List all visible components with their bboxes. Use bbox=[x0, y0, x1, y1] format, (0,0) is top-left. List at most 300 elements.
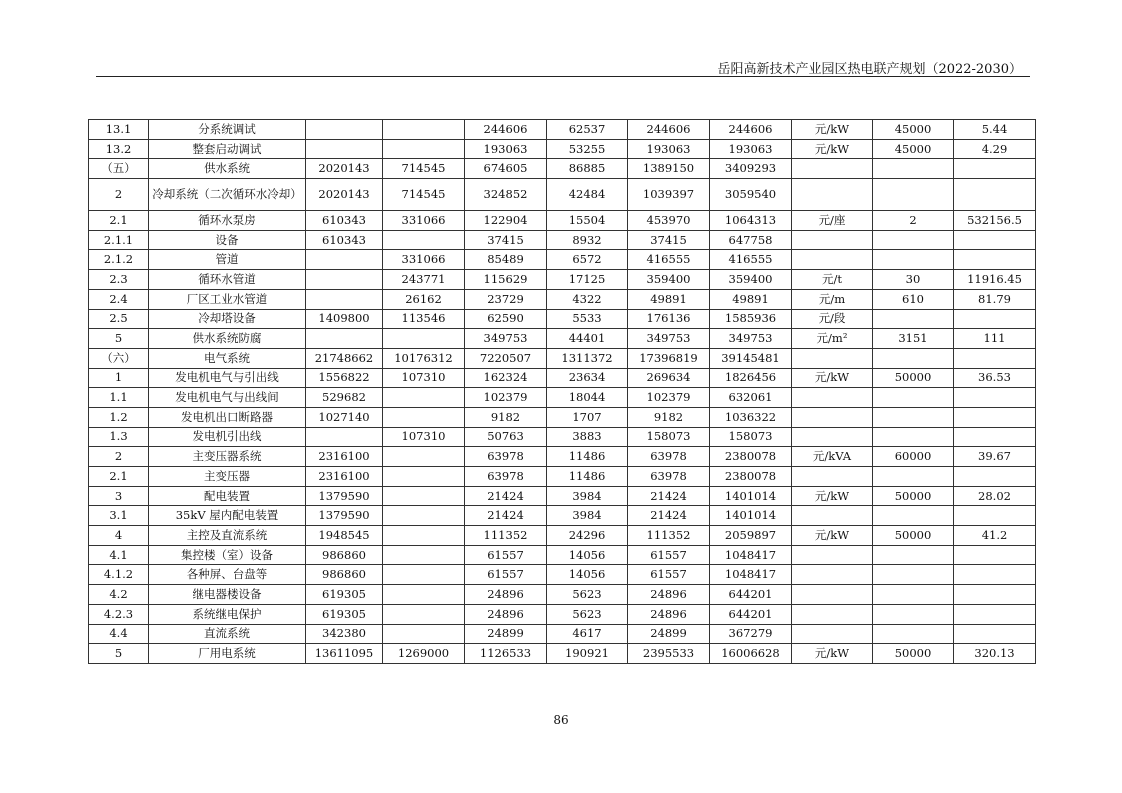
cell-quantity: 50000 bbox=[873, 368, 954, 388]
cell-installation-cost bbox=[383, 120, 465, 140]
cell-construction-cost: 24899 bbox=[465, 624, 547, 644]
cell-total-cost: 49891 bbox=[710, 289, 792, 309]
cell-total-cost: 359400 bbox=[710, 270, 792, 290]
cell-subtotal-a: 193063 bbox=[628, 139, 710, 159]
cell-total-cost: 158073 bbox=[710, 427, 792, 447]
cell-subtotal-a: 244606 bbox=[628, 120, 710, 140]
table-row bbox=[89, 309, 1036, 329]
cell-item-no: 2 bbox=[89, 179, 149, 211]
cell-unit bbox=[792, 250, 873, 270]
cell-item-no: 2.1.1 bbox=[89, 230, 149, 250]
cell-equipment-cost bbox=[306, 289, 383, 309]
cell-installation-cost: 714545 bbox=[383, 179, 465, 211]
cell-subtotal-a: 21424 bbox=[628, 506, 710, 526]
cell-item-no: 3 bbox=[89, 486, 149, 506]
cell-construction-cost: 7220507 bbox=[465, 348, 547, 368]
cell-unit: 元/kW bbox=[792, 486, 873, 506]
cell-quantity bbox=[873, 545, 954, 565]
cell-subtotal-a: 1389150 bbox=[628, 159, 710, 179]
table-row bbox=[89, 329, 1036, 349]
table-row bbox=[89, 230, 1036, 250]
cell-item-name: 发电机电气与出线间 bbox=[149, 388, 306, 408]
cell-unit: 元/m² bbox=[792, 329, 873, 349]
cell-quantity: 60000 bbox=[873, 447, 954, 467]
cell-total-cost: 16006628 bbox=[710, 644, 792, 664]
cell-unit bbox=[792, 159, 873, 179]
cell-quantity bbox=[873, 309, 954, 329]
cell-equipment-cost: 2020143 bbox=[306, 159, 383, 179]
cell-total-cost: 1064313 bbox=[710, 211, 792, 231]
cell-other-cost: 8932 bbox=[547, 230, 628, 250]
cell-total-cost: 3409293 bbox=[710, 159, 792, 179]
cell-equipment-cost: 610343 bbox=[306, 211, 383, 231]
cell-other-cost: 5623 bbox=[547, 604, 628, 624]
cell-other-cost: 17125 bbox=[547, 270, 628, 290]
cell-construction-cost: 324852 bbox=[465, 179, 547, 211]
cell-construction-cost: 162324 bbox=[465, 368, 547, 388]
cell-item-no: 2.4 bbox=[89, 289, 149, 309]
cell-unit: 元/kW bbox=[792, 139, 873, 159]
cell-quantity bbox=[873, 427, 954, 447]
cell-item-no: 4.4 bbox=[89, 624, 149, 644]
table-row bbox=[89, 407, 1036, 427]
cell-other-cost: 1707 bbox=[547, 407, 628, 427]
cell-item-no: 4 bbox=[89, 526, 149, 546]
cell-unit: 元/kVA bbox=[792, 447, 873, 467]
cell-item-name: 整套启动调试 bbox=[149, 139, 306, 159]
cell-installation-cost: 113546 bbox=[383, 309, 465, 329]
cell-unit-index: 81.79 bbox=[954, 289, 1036, 309]
cell-other-cost: 11486 bbox=[547, 447, 628, 467]
document-header-title: 岳阳高新技术产业园区热电联产规划（2022-2030） bbox=[717, 62, 1022, 77]
cell-subtotal-a: 24899 bbox=[628, 624, 710, 644]
cell-total-cost: 3059540 bbox=[710, 179, 792, 211]
cell-construction-cost: 9182 bbox=[465, 407, 547, 427]
cell-equipment-cost bbox=[306, 427, 383, 447]
table-row bbox=[89, 585, 1036, 605]
cell-equipment-cost: 1379590 bbox=[306, 506, 383, 526]
cell-construction-cost: 61557 bbox=[465, 545, 547, 565]
cell-equipment-cost bbox=[306, 329, 383, 349]
cell-unit: 元/kW bbox=[792, 368, 873, 388]
cell-equipment-cost: 1379590 bbox=[306, 486, 383, 506]
cell-subtotal-a: 453970 bbox=[628, 211, 710, 231]
cell-construction-cost: 63978 bbox=[465, 447, 547, 467]
cell-item-name: 电气系统 bbox=[149, 348, 306, 368]
cell-unit: 元/kW bbox=[792, 120, 873, 140]
cell-item-name: 系统继电保护 bbox=[149, 604, 306, 624]
table-row bbox=[89, 526, 1036, 546]
table-row bbox=[89, 139, 1036, 159]
cell-item-no: 3.1 bbox=[89, 506, 149, 526]
cell-quantity: 3151 bbox=[873, 329, 954, 349]
table-row bbox=[89, 565, 1036, 585]
cell-construction-cost: 61557 bbox=[465, 565, 547, 585]
table-row bbox=[89, 211, 1036, 231]
cell-construction-cost: 50763 bbox=[465, 427, 547, 447]
cell-quantity bbox=[873, 388, 954, 408]
cell-equipment-cost: 1027140 bbox=[306, 407, 383, 427]
cell-subtotal-a: 63978 bbox=[628, 467, 710, 487]
cell-item-name: 各种屏、台盘等 bbox=[149, 565, 306, 585]
cell-construction-cost: 102379 bbox=[465, 388, 547, 408]
table-row bbox=[89, 467, 1036, 487]
table-row bbox=[89, 604, 1036, 624]
cell-unit: 元/kW bbox=[792, 526, 873, 546]
cell-total-cost: 349753 bbox=[710, 329, 792, 349]
cell-installation-cost: 107310 bbox=[383, 368, 465, 388]
cell-total-cost: 1826456 bbox=[710, 368, 792, 388]
cell-unit-index bbox=[954, 159, 1036, 179]
cell-total-cost: 1048417 bbox=[710, 565, 792, 585]
cell-subtotal-a: 2395533 bbox=[628, 644, 710, 664]
cell-subtotal-a: 61557 bbox=[628, 545, 710, 565]
cell-quantity: 2 bbox=[873, 211, 954, 231]
cell-equipment-cost: 986860 bbox=[306, 565, 383, 585]
cell-installation-cost: 714545 bbox=[383, 159, 465, 179]
cell-unit-index: 39.67 bbox=[954, 447, 1036, 467]
cell-unit bbox=[792, 506, 873, 526]
cell-unit-index bbox=[954, 545, 1036, 565]
cell-other-cost: 44401 bbox=[547, 329, 628, 349]
cell-unit-index bbox=[954, 179, 1036, 211]
cell-subtotal-a: 359400 bbox=[628, 270, 710, 290]
cell-other-cost: 11486 bbox=[547, 467, 628, 487]
cell-construction-cost: 23729 bbox=[465, 289, 547, 309]
cell-item-no: 4.1 bbox=[89, 545, 149, 565]
cell-subtotal-a: 176136 bbox=[628, 309, 710, 329]
cell-total-cost: 1048417 bbox=[710, 545, 792, 565]
cell-other-cost: 24296 bbox=[547, 526, 628, 546]
cell-unit-index: 111 bbox=[954, 329, 1036, 349]
cell-total-cost: 2380078 bbox=[710, 447, 792, 467]
cell-unit bbox=[792, 565, 873, 585]
cell-installation-cost: 1269000 bbox=[383, 644, 465, 664]
cell-quantity: 610 bbox=[873, 289, 954, 309]
cell-unit bbox=[792, 348, 873, 368]
cell-installation-cost: 26162 bbox=[383, 289, 465, 309]
cell-item-name: 主变压器系统 bbox=[149, 447, 306, 467]
table-row bbox=[89, 120, 1036, 140]
table-row bbox=[89, 270, 1036, 290]
cell-total-cost: 647758 bbox=[710, 230, 792, 250]
cell-item-name: 冷却系统（二次循环水冷却） bbox=[149, 179, 306, 211]
cell-quantity bbox=[873, 506, 954, 526]
cell-other-cost: 42484 bbox=[547, 179, 628, 211]
cell-installation-cost bbox=[383, 565, 465, 585]
cell-total-cost: 632061 bbox=[710, 388, 792, 408]
table-row bbox=[89, 179, 1036, 211]
cell-unit-index: 28.02 bbox=[954, 486, 1036, 506]
cell-unit bbox=[792, 467, 873, 487]
cell-total-cost: 1036322 bbox=[710, 407, 792, 427]
cell-quantity bbox=[873, 624, 954, 644]
cell-unit bbox=[792, 179, 873, 211]
cell-total-cost: 2380078 bbox=[710, 467, 792, 487]
cell-installation-cost bbox=[383, 506, 465, 526]
cell-equipment-cost: 986860 bbox=[306, 545, 383, 565]
table-body bbox=[89, 120, 1036, 664]
cell-other-cost: 86885 bbox=[547, 159, 628, 179]
cell-quantity bbox=[873, 467, 954, 487]
header-divider bbox=[96, 76, 1030, 77]
cell-unit-index bbox=[954, 467, 1036, 487]
cell-unit: 元/段 bbox=[792, 309, 873, 329]
cell-construction-cost: 111352 bbox=[465, 526, 547, 546]
cell-other-cost: 62537 bbox=[547, 120, 628, 140]
cell-construction-cost: 63978 bbox=[465, 467, 547, 487]
cell-total-cost: 2059897 bbox=[710, 526, 792, 546]
cell-unit-index: 41.2 bbox=[954, 526, 1036, 546]
cell-unit-index: 320.13 bbox=[954, 644, 1036, 664]
cell-other-cost: 53255 bbox=[547, 139, 628, 159]
cell-unit bbox=[792, 624, 873, 644]
cell-total-cost: 244606 bbox=[710, 120, 792, 140]
table-row bbox=[89, 545, 1036, 565]
cell-subtotal-a: 63978 bbox=[628, 447, 710, 467]
cell-other-cost: 14056 bbox=[547, 565, 628, 585]
cell-other-cost: 4617 bbox=[547, 624, 628, 644]
cell-unit: 元/m bbox=[792, 289, 873, 309]
cell-other-cost: 5533 bbox=[547, 309, 628, 329]
cell-unit-index bbox=[954, 407, 1036, 427]
cell-equipment-cost bbox=[306, 270, 383, 290]
cell-construction-cost: 1126533 bbox=[465, 644, 547, 664]
cell-item-no: 2.3 bbox=[89, 270, 149, 290]
cell-subtotal-a: 61557 bbox=[628, 565, 710, 585]
cell-item-name: 35kV 屋内配电装置 bbox=[149, 506, 306, 526]
cell-other-cost: 190921 bbox=[547, 644, 628, 664]
cell-installation-cost bbox=[383, 230, 465, 250]
table-row bbox=[89, 447, 1036, 467]
cell-quantity bbox=[873, 230, 954, 250]
cell-other-cost: 1311372 bbox=[547, 348, 628, 368]
cell-installation-cost bbox=[383, 624, 465, 644]
cell-construction-cost: 21424 bbox=[465, 506, 547, 526]
cell-item-no: 5 bbox=[89, 329, 149, 349]
cell-subtotal-a: 102379 bbox=[628, 388, 710, 408]
cell-subtotal-a: 269634 bbox=[628, 368, 710, 388]
cell-construction-cost: 37415 bbox=[465, 230, 547, 250]
cell-installation-cost bbox=[383, 407, 465, 427]
cell-quantity: 50000 bbox=[873, 486, 954, 506]
cell-installation-cost bbox=[383, 139, 465, 159]
cell-item-no: （五） bbox=[89, 159, 149, 179]
cell-construction-cost: 193063 bbox=[465, 139, 547, 159]
cell-installation-cost bbox=[383, 526, 465, 546]
cell-installation-cost: 10176312 bbox=[383, 348, 465, 368]
cell-unit-index bbox=[954, 309, 1036, 329]
cell-item-no: 4.2.3 bbox=[89, 604, 149, 624]
cell-unit bbox=[792, 604, 873, 624]
cell-unit bbox=[792, 545, 873, 565]
cell-other-cost: 14056 bbox=[547, 545, 628, 565]
cell-equipment-cost bbox=[306, 250, 383, 270]
cell-quantity: 50000 bbox=[873, 526, 954, 546]
cell-unit bbox=[792, 230, 873, 250]
cell-construction-cost: 85489 bbox=[465, 250, 547, 270]
cell-subtotal-a: 158073 bbox=[628, 427, 710, 447]
cell-quantity bbox=[873, 565, 954, 585]
cell-construction-cost: 62590 bbox=[465, 309, 547, 329]
cell-equipment-cost: 610343 bbox=[306, 230, 383, 250]
cell-quantity: 50000 bbox=[873, 644, 954, 664]
cell-installation-cost bbox=[383, 585, 465, 605]
cell-other-cost: 5623 bbox=[547, 585, 628, 605]
cell-item-no: 13.1 bbox=[89, 120, 149, 140]
cell-other-cost: 18044 bbox=[547, 388, 628, 408]
cell-item-name: 直流系统 bbox=[149, 624, 306, 644]
cell-unit bbox=[792, 427, 873, 447]
page-number: 86 bbox=[553, 713, 569, 727]
cell-equipment-cost bbox=[306, 120, 383, 140]
cell-item-no: 2.1 bbox=[89, 467, 149, 487]
cell-total-cost: 39145481 bbox=[710, 348, 792, 368]
cell-item-no: 5 bbox=[89, 644, 149, 664]
table-row bbox=[89, 486, 1036, 506]
cell-quantity bbox=[873, 585, 954, 605]
cell-subtotal-a: 349753 bbox=[628, 329, 710, 349]
table-row bbox=[89, 159, 1036, 179]
cell-subtotal-a: 49891 bbox=[628, 289, 710, 309]
cell-item-name: 厂用电系统 bbox=[149, 644, 306, 664]
cell-construction-cost: 24896 bbox=[465, 604, 547, 624]
cell-equipment-cost: 13611095 bbox=[306, 644, 383, 664]
cell-total-cost: 193063 bbox=[710, 139, 792, 159]
cell-equipment-cost: 2020143 bbox=[306, 179, 383, 211]
cell-other-cost: 3883 bbox=[547, 427, 628, 447]
cell-other-cost: 4322 bbox=[547, 289, 628, 309]
cell-equipment-cost: 619305 bbox=[306, 585, 383, 605]
cell-item-name: 冷却塔设备 bbox=[149, 309, 306, 329]
cell-item-name: 发电机引出线 bbox=[149, 427, 306, 447]
cell-quantity: 30 bbox=[873, 270, 954, 290]
cell-item-no: 1 bbox=[89, 368, 149, 388]
investment-estimate-table bbox=[88, 119, 1036, 664]
cell-subtotal-a: 1039397 bbox=[628, 179, 710, 211]
cell-unit-index bbox=[954, 585, 1036, 605]
cell-unit-index bbox=[954, 604, 1036, 624]
cell-unit-index bbox=[954, 348, 1036, 368]
cell-item-no: 1.2 bbox=[89, 407, 149, 427]
cell-item-no: 2.1.2 bbox=[89, 250, 149, 270]
cell-equipment-cost: 619305 bbox=[306, 604, 383, 624]
cell-unit-index: 36.53 bbox=[954, 368, 1036, 388]
cell-construction-cost: 674605 bbox=[465, 159, 547, 179]
cell-item-name: 发电机出口断路器 bbox=[149, 407, 306, 427]
cell-item-name: 分系统调试 bbox=[149, 120, 306, 140]
cell-installation-cost bbox=[383, 545, 465, 565]
cell-unit: 元/t bbox=[792, 270, 873, 290]
cell-unit-index: 4.29 bbox=[954, 139, 1036, 159]
cell-item-name: 循环水管道 bbox=[149, 270, 306, 290]
cell-item-name: 配电装置 bbox=[149, 486, 306, 506]
cell-installation-cost bbox=[383, 388, 465, 408]
cell-construction-cost: 349753 bbox=[465, 329, 547, 349]
cell-item-name: 继电器楼设备 bbox=[149, 585, 306, 605]
cell-subtotal-a: 24896 bbox=[628, 585, 710, 605]
cell-installation-cost: 107310 bbox=[383, 427, 465, 447]
cell-construction-cost: 115629 bbox=[465, 270, 547, 290]
cell-equipment-cost: 1556822 bbox=[306, 368, 383, 388]
cell-unit-index bbox=[954, 506, 1036, 526]
cell-equipment-cost: 1948545 bbox=[306, 526, 383, 546]
cell-total-cost: 644201 bbox=[710, 604, 792, 624]
cell-unit-index: 5.44 bbox=[954, 120, 1036, 140]
cell-unit-index bbox=[954, 427, 1036, 447]
cell-other-cost: 3984 bbox=[547, 486, 628, 506]
cell-item-name: 发电机电气与引出线 bbox=[149, 368, 306, 388]
cell-unit-index bbox=[954, 250, 1036, 270]
cell-installation-cost bbox=[383, 604, 465, 624]
cell-total-cost: 1585936 bbox=[710, 309, 792, 329]
cell-equipment-cost: 529682 bbox=[306, 388, 383, 408]
cell-item-no: 1.1 bbox=[89, 388, 149, 408]
cell-unit-index: 532156.5 bbox=[954, 211, 1036, 231]
table-row bbox=[89, 368, 1036, 388]
cell-equipment-cost: 342380 bbox=[306, 624, 383, 644]
cell-subtotal-a: 416555 bbox=[628, 250, 710, 270]
cell-quantity bbox=[873, 179, 954, 211]
table-row bbox=[89, 506, 1036, 526]
cell-unit-index bbox=[954, 388, 1036, 408]
cell-construction-cost: 21424 bbox=[465, 486, 547, 506]
cell-item-name: 设备 bbox=[149, 230, 306, 250]
cell-total-cost: 644201 bbox=[710, 585, 792, 605]
cell-subtotal-a: 9182 bbox=[628, 407, 710, 427]
table-row bbox=[89, 388, 1036, 408]
cell-installation-cost: 331066 bbox=[383, 250, 465, 270]
cell-subtotal-a: 17396819 bbox=[628, 348, 710, 368]
cell-equipment-cost: 2316100 bbox=[306, 467, 383, 487]
cell-item-name: 供水系统 bbox=[149, 159, 306, 179]
cell-total-cost: 1401014 bbox=[710, 506, 792, 526]
cell-unit: 元/kW bbox=[792, 644, 873, 664]
cell-unit-index bbox=[954, 565, 1036, 585]
cell-installation-cost bbox=[383, 467, 465, 487]
cell-quantity bbox=[873, 159, 954, 179]
table-row bbox=[89, 427, 1036, 447]
cell-unit: 元/座 bbox=[792, 211, 873, 231]
cell-construction-cost: 24896 bbox=[465, 585, 547, 605]
cell-unit-index bbox=[954, 230, 1036, 250]
cell-other-cost: 6572 bbox=[547, 250, 628, 270]
cell-item-no: 2 bbox=[89, 447, 149, 467]
cell-installation-cost bbox=[383, 447, 465, 467]
cell-item-name: 主变压器 bbox=[149, 467, 306, 487]
cell-item-name: 厂区工业水管道 bbox=[149, 289, 306, 309]
table-row bbox=[89, 348, 1036, 368]
cell-subtotal-a: 21424 bbox=[628, 486, 710, 506]
cell-item-no: 1.3 bbox=[89, 427, 149, 447]
cell-item-no: 2.1 bbox=[89, 211, 149, 231]
cell-total-cost: 1401014 bbox=[710, 486, 792, 506]
cell-item-no: （六） bbox=[89, 348, 149, 368]
cell-installation-cost: 243771 bbox=[383, 270, 465, 290]
cell-subtotal-a: 37415 bbox=[628, 230, 710, 250]
cell-item-name: 集控楼（室）设备 bbox=[149, 545, 306, 565]
cell-quantity: 45000 bbox=[873, 139, 954, 159]
cell-item-name: 供水系统防腐 bbox=[149, 329, 306, 349]
cell-item-name: 管道 bbox=[149, 250, 306, 270]
cell-quantity bbox=[873, 604, 954, 624]
cell-quantity: 45000 bbox=[873, 120, 954, 140]
cell-item-no: 2.5 bbox=[89, 309, 149, 329]
table-row bbox=[89, 644, 1036, 664]
cell-item-name: 循环水泵房 bbox=[149, 211, 306, 231]
table-row bbox=[89, 624, 1036, 644]
cell-equipment-cost bbox=[306, 139, 383, 159]
